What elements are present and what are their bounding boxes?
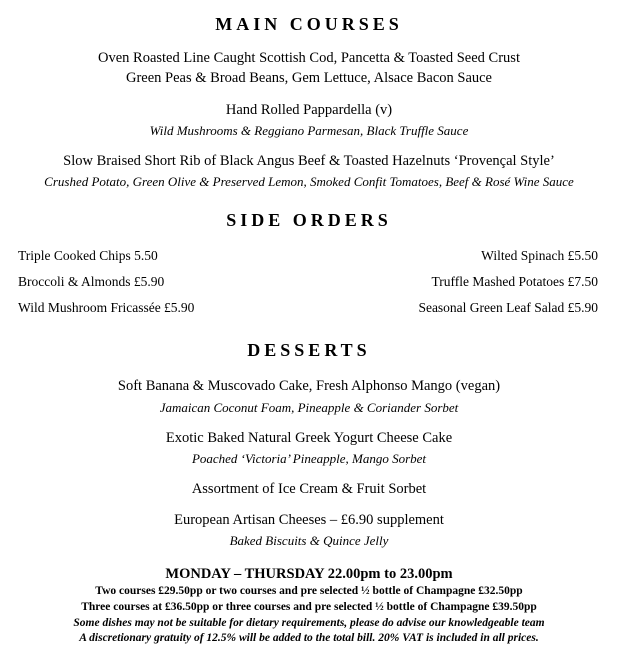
dietary-notice: Some dishes may not be suitable for dietary requirements, please do advise our knowledgeable team [73,617,545,629]
side-order-item: Wild Mushroom Fricassée £5.90 [18,300,195,315]
dessert-cheese-cake-description: Poached ‘Victoria’ Pineapple, Mango Sorbet [191,451,427,466]
side-order-item: Truffle Mashed Potatoes £7.50 [431,274,598,289]
late-offer-three-courses: Three courses at £36.50pp or three courses and pre selected ½ bottle of Champagne £39.50pp [81,601,537,613]
dish-short-rib-description: Crushed Potato, Green Olive & Preserved Lemon, Smoked Confit Tomatoes, Beef & Rosé Wine Sauce [44,174,574,189]
dessert-cheese-cake-title: Exotic Baked Natural Greek Yogurt Cheese Cake [165,430,453,446]
side-orders-heading: SIDE ORDERS [226,210,392,230]
dish-cod-title: Oven Roasted Line Caught Scottish Cod, Pancetta & Toasted Seed Crust [98,50,520,66]
dessert-cheeses-title: European Artisan Cheeses – £6.90 supplement [174,512,444,528]
side-order-item: Seasonal Green Leaf Salad £5.90 [418,300,598,315]
main-courses-heading: MAIN COURSES [215,14,403,34]
gratuity-notice: A discretionary gratuity of 12.5% will be added to the total bill. 20% VAT is included in all prices. [79,632,539,644]
side-order-item: Broccoli & Almonds £5.90 [18,274,165,289]
dessert-cheeses-description: Baked Biscuits & Quince Jelly [229,533,389,548]
dessert-banana-cake-title: Soft Banana & Muscovado Cake, Fresh Alphonso Mango (vegan) [117,378,501,394]
side-order-item: Wilted Spinach £5.50 [481,248,598,263]
dish-short-rib-title: Slow Braised Short Rib of Black Angus Beef & Toasted Hazelnuts ‘Provençal Style’ [63,153,555,169]
dish-cod-description: Green Peas & Broad Beans, Gem Lettuce, Alsace Bacon Sauce [126,70,492,86]
dish-pappardella-description: Wild Mushrooms & Reggiano Parmesan, Black Truffle Sauce [149,123,469,138]
side-order-item: Triple Cooked Chips 5.50 [18,248,158,263]
late-offer-title: MONDAY – THURSDAY 22.00pm to 23.00pm [165,566,453,582]
dessert-ice-cream-title: Assortment of Ice Cream & Fruit Sorbet [191,481,427,497]
dessert-banana-cake-description: Jamaican Coconut Foam, Pineapple & Coriander Sorbet [159,400,459,415]
late-offer-two-courses: Two courses £29.50pp or two courses and pre selected ½ bottle of Champagne £32.50pp [95,585,523,597]
desserts-heading: DESSERTS [247,340,371,360]
dish-pappardella-title: Hand Rolled Pappardella (v) [225,102,393,118]
